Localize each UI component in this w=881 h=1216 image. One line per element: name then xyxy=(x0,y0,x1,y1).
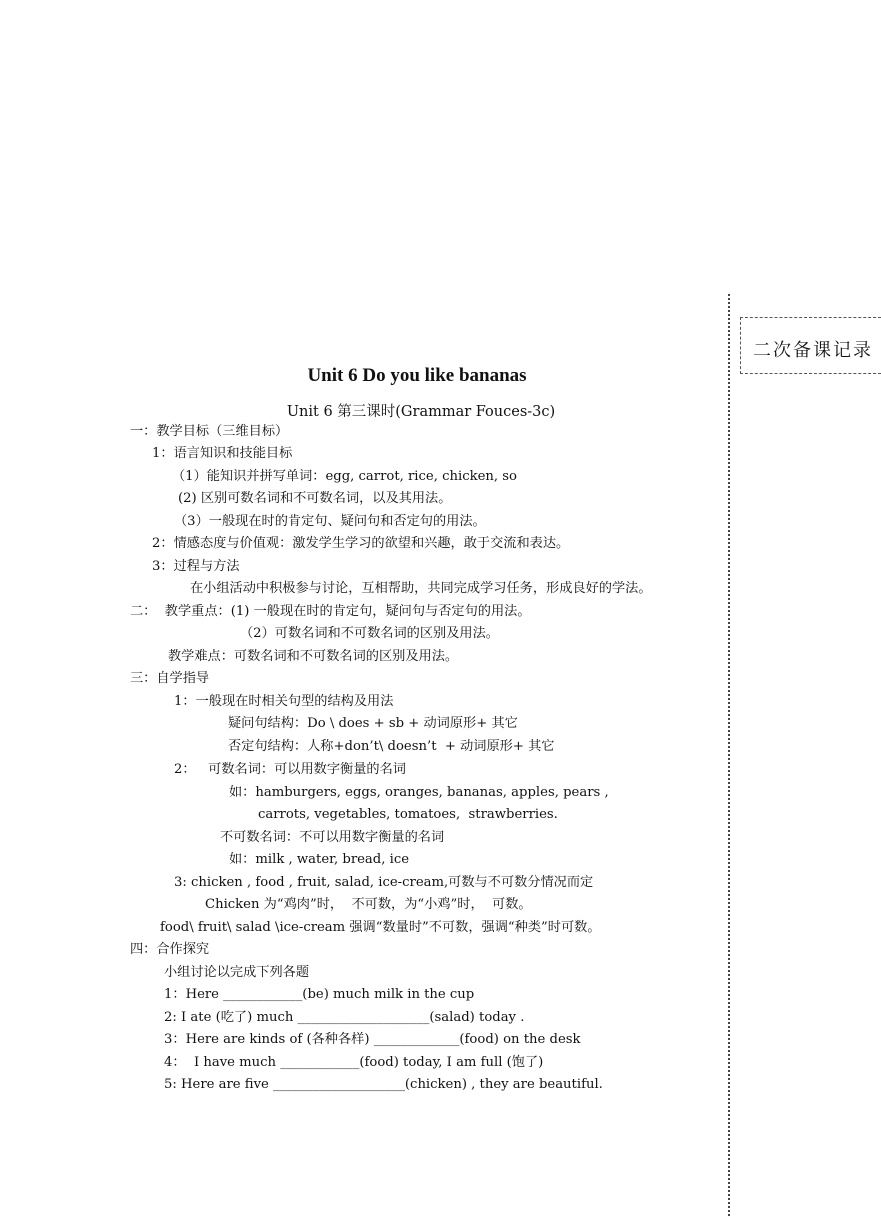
document-title: Unit 6 Do you like bananas xyxy=(307,365,527,386)
secondary-notes-label: 二次备课记录 xyxy=(753,340,873,361)
body-line: 3：过程与方法 xyxy=(152,559,240,574)
body-line: Chicken 为“鸡肉”时， 不可数，为“小鸡”时， 可数。 xyxy=(205,897,532,912)
exercise-item: 2: I ate (吃了) much ____________________(salad) today . xyxy=(164,1010,525,1025)
exercise-item: 3：Here are kinds of (各种各样) _____________(food) on the desk xyxy=(164,1032,581,1047)
document-subtitle: Unit 6 第三课时(Grammar Fouces-3c) xyxy=(286,404,556,420)
body-line: 否定句结构：人称+don’t\ doesn’t + 动词原形+ 其它 xyxy=(228,739,555,754)
body-line: 教学难点：可数名词和不可数名词的区别及用法。 xyxy=(168,649,459,664)
body-line: 如：hamburgers, eggs, oranges, bananas, apples, pears , xyxy=(229,785,609,800)
body-line: 小组讨论以完成下列各题 xyxy=(164,965,310,980)
body-line: （2）可数名词和不可数名词的区别及用法。 xyxy=(240,626,499,641)
body-line: 1：一般现在时相关句型的结构及用法 xyxy=(174,694,394,709)
body-line: 不可数名词：不可以用数字衡量的名词 xyxy=(220,830,445,845)
body-line: 1：语言知识和技能目标 xyxy=(152,446,293,461)
exercise-item: 5: Here are five ____________________(chicken) , they are beautiful. xyxy=(164,1077,603,1092)
body-line: 在小组活动中积极参与讨论，互相帮助，共同完成学习任务，形成良好的学法。 xyxy=(190,581,652,596)
body-line: carrots, vegetables, tomatoes, strawberries. xyxy=(258,807,558,822)
section-heading: 二： 教学重点：(1) 一般现在时的肯定句，疑问句与否定句的用法。 xyxy=(130,604,531,619)
body-line: 2：情感态度与价值观：激发学生学习的欲望和兴趣，敢于交流和表达。 xyxy=(152,536,570,551)
body-line: 3: chicken , food , fruit, salad, ice-cream,可数与不可数分情况而定 xyxy=(174,875,594,890)
body-line: 2： 可数名词：可以用数字衡量的名词 xyxy=(174,762,406,777)
body-line: food\ fruit\ salad \ice-cream 强调“数量时”不可数，强调“种类”时可数。 xyxy=(160,920,601,935)
body-line: （3）一般现在时的肯定句、疑问句和否定句的用法。 xyxy=(174,514,486,529)
body-line: 疑问句结构：Do \ does + sb + 动词原形+ 其它 xyxy=(228,716,518,731)
body-line: (2) 区别可数名词和不可数名词，以及其用法。 xyxy=(178,491,452,506)
body-line: 如：milk , water, bread, ice xyxy=(229,852,410,867)
margin-divider xyxy=(728,294,730,1216)
exercise-item: 4： I have much ____________(food) today, I am full (饱了) xyxy=(164,1055,544,1070)
exercise-item: 1：Here ____________(be) much milk in the cup xyxy=(164,987,475,1002)
section-heading: 四：合作探究 xyxy=(130,942,210,957)
section-heading: 三：自学指导 xyxy=(130,671,210,686)
body-line: （1）能知识并拼写单词：egg, carrot, rice, chicken, so xyxy=(172,469,517,484)
section-heading: 一：教学目标（三维目标） xyxy=(130,424,289,439)
